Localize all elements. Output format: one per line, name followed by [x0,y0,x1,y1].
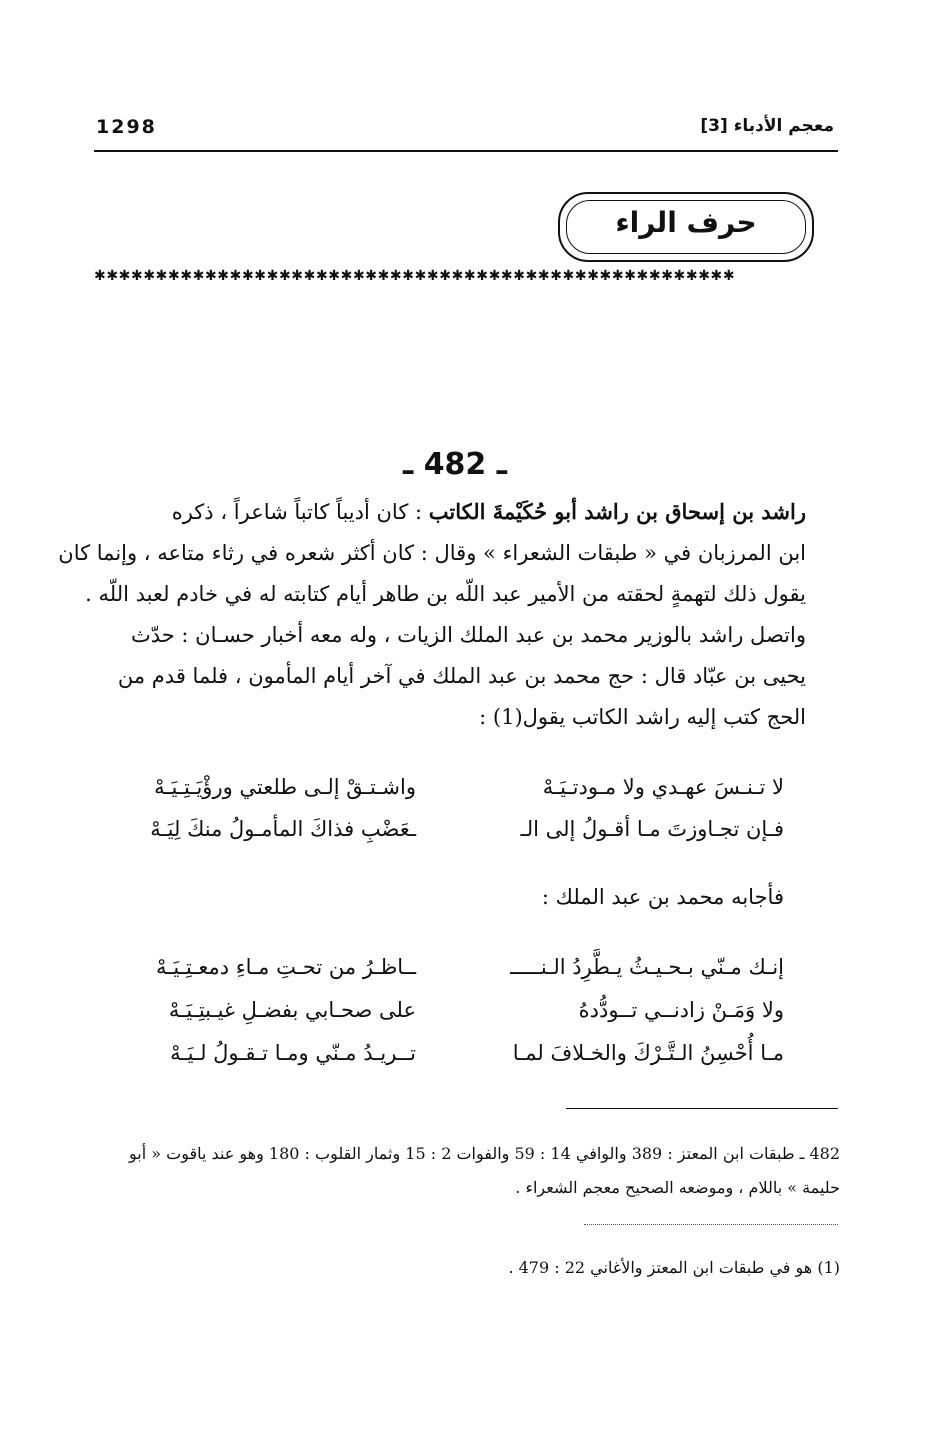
body-line-1 [126,497,806,527]
sources-footnote-line-2: حليمة » باللام ، وموضعه الصحيح معجم الشعراء . [515,1178,840,1197]
entry-name: راشد بن إسحاق بن راشد أبو حُكَيْمةَ الكاتب [428,499,806,524]
poem2-verse2-second-hemistich: على صحـابي بفضـلِ غيـبتِـيَـهْ [168,998,416,1022]
star-divider: ✱✱✱✱✱✱✱✱✱✱✱✱✱✱✱✱✱✱✱✱✱✱✱✱✱✱✱✱✱✱✱✱✱✱✱✱✱✱✱✱✱✱✱✱✱✱✱✱✱✱✱✱ [94,268,736,284]
poem1-verse2-second-hemistich: ـعَضْبِ فذاكَ المأمـولُ منكَ لِيَـهْ [150,817,416,841]
entry-number: ـ 482 ـ [402,447,508,482]
body-line-3: يقول ذلك لتهمةٍ لحقته من الأمير عبد اللّه بن طاهر أيام كتابته له في خادم لعبد اللّه . [85,582,806,606]
poem2-verse1-first-hemistich: إنـك مـنّي بـحـيـثُ يـطَّرِدُ الـنـــــ [510,955,784,979]
body-line-4: واتصل راشد بالوزير محمد بن عبد الملك الزيات ، وله معه أخبار حسـان : حدّث [130,623,806,647]
entry-intro-text: : كان أديباً كاتباً شاعراً ، ذكره [171,500,429,524]
reply-intro: فأجابه محمد بن عبد الملك : [541,885,784,909]
page-number: 1298 [96,116,157,138]
body-line-5: يحيى بن عبّاد قال : حج محمد بن عبد الملك في آخر أيام المأمون ، فلما قدم من [117,664,806,688]
chapter-title: حرف الراء [615,206,757,239]
body-line-6: الحج كتب إليه راشد الكاتب يقول(1) : [479,705,806,729]
poem1-verse1-second-hemistich: واشـتـقْ إلـى طلعتي ورؤْيَـتِـيَـهْ [154,775,416,799]
sources-footnote-line-1: 482 ـ طبقات ابن المعتز : 389 والوافي 14 : 59 والفوات 2 : 15 وثمار القلوب : 180 وهو عند ياقوت « أبو [129,1144,840,1163]
running-header: معجم الأدباء [3] [700,116,834,136]
poem1-verse1-first-hemistich: لا تـنـسَ عهـدي ولا مـودتـيَـهْ [542,775,784,799]
footnote-rule [566,1108,838,1109]
footnote-1: (1) هو في طبقات ابن المعتز والأغاني 22 : 479 . [508,1258,840,1277]
poem2-verse1-second-hemistich: ــاظـرُ من تحـتِ مـاءِ دمعـتِـيَـهْ [155,955,416,979]
poem2-verse2-first-hemistich: ولا وَمَـنْ زادنــي تــودُّدهُ [578,998,784,1022]
poem2-verse3-first-hemistich: مـا أُحْسِنُ الـتَّـرْكَ والخـلافَ لمـا [512,1041,784,1065]
footnote-dotted-rule [584,1224,838,1225]
body-line-2: ابن المرزبان في « طبقات الشعراء » وقال : كان أكثر شعره في رثاء متاعه ، وإنما كان [58,541,806,565]
poem1-verse2-first-hemistich: فـإن تجـاوزتَ مـا أقـولُ إلى الـ [520,817,784,841]
poem2-verse3-second-hemistich: تــريـدُ مـنّي ومـا تـقـولُ لـيَـهْ [170,1041,416,1065]
header-rule [94,150,838,152]
